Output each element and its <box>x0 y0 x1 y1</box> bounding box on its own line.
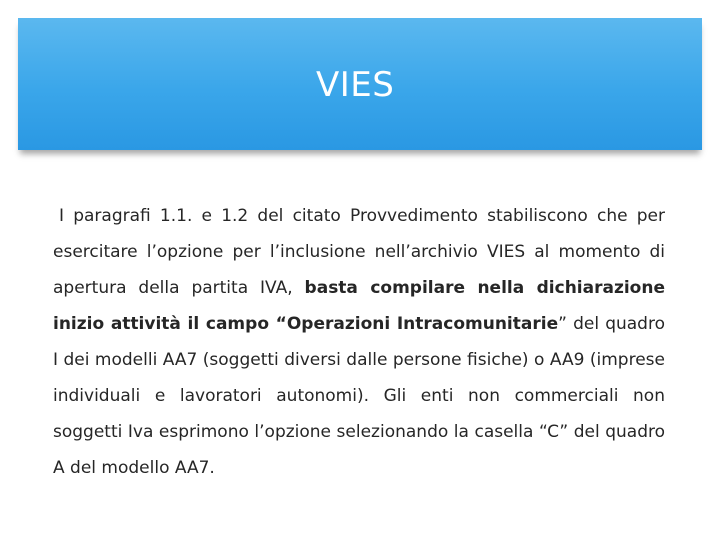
title-banner <box>18 18 702 150</box>
slide-title: VIES <box>316 65 395 105</box>
body-paragraph <box>53 198 665 486</box>
paragraph-text-part2: ” del quadro I dei modelli AA7 (soggetti diversi dalle persone fisiche) o AA9 (imprese individuali e lavoratori autonomi). Gli enti non commerciali non soggetti Iva esprimono l’opzione selezionando la casella “C” del quadro A del modello AA7. <box>53 314 665 478</box>
paragraph-text-part1: I paragrafi 1.1. e 1.2 del citato Provvedimento stabiliscono che per esercitare l’opzione per l’inclusione nell’archivio VIES al momento di apertura della partita IVA, <box>53 206 665 298</box>
paragraph-bold-text: basta compilare nella dichiarazione inizio attività il campo “Operazioni Intracomunitarie <box>53 278 665 334</box>
